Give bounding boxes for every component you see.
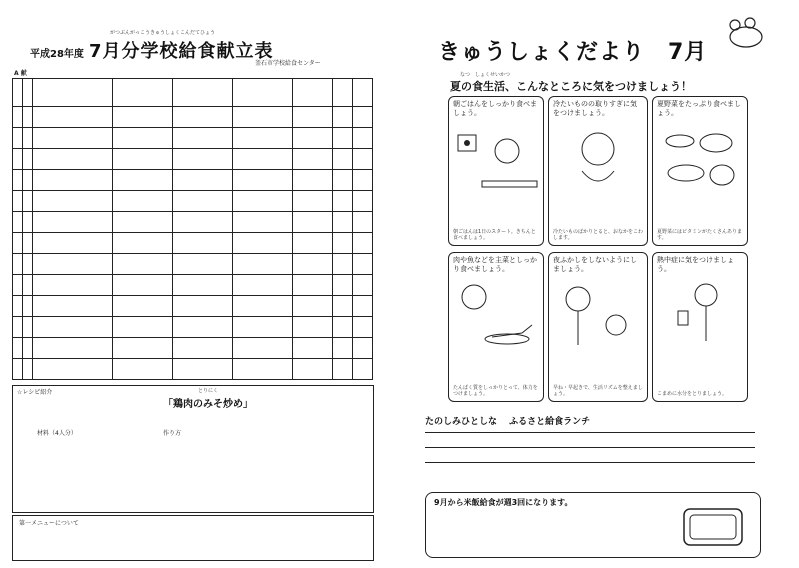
table-row: [13, 128, 373, 149]
recipe-box: [12, 385, 374, 513]
era-label: 平成: [30, 49, 50, 60]
rice-notice-box: [425, 492, 761, 558]
menu-title-block: [30, 30, 274, 63]
panel-heatstroke: [652, 252, 748, 402]
table-row: [13, 359, 373, 380]
table-row: [13, 170, 373, 191]
recipe-title-block: [163, 388, 253, 410]
panel-detail: 朝ごはんは1日のスタート。きちんと食べましょう。: [453, 229, 536, 241]
panel-caption: 夏野菜をたっぷり食べましょう。: [657, 100, 741, 117]
table-row: [13, 317, 373, 338]
year: 28: [50, 49, 64, 60]
recipe-section: ☆レシピ紹介: [17, 389, 53, 396]
panel-caption: 夜ふかしをしないようにしましょう。: [553, 256, 637, 273]
mouse-mascot-icon: [720, 15, 772, 51]
page-title: 7月分学校給食献立表: [89, 41, 274, 62]
drinking-child-icon: [656, 277, 746, 357]
panel-protein: [448, 252, 544, 402]
panel-detail: たんぱく質をしっかりとって、体力をつけましょう。: [453, 385, 538, 397]
newsletter-subtitle: 夏の食生活、こんなところに気をつけましょう！: [450, 80, 692, 93]
menu-header: A 献: [14, 70, 27, 77]
newsletter-title: きゅうしょくだより 7月: [438, 40, 708, 65]
panel-sleep: [548, 252, 648, 402]
panel-detail: 夏野菜にはビタミンがたくさんあります。: [657, 229, 743, 241]
notes-box: [12, 515, 374, 561]
recipe-ingredients-heading: 材料（4人分）: [37, 430, 77, 437]
table-row: [13, 149, 373, 170]
recipe-steps-heading: 作り方: [163, 430, 182, 437]
stomachache-child-icon: [552, 121, 646, 201]
breakfast-child-icon: [452, 121, 542, 201]
menu-table: [12, 78, 373, 380]
panel-caption: 冷たいものの取りすぎに気をつけましょう。: [553, 100, 637, 117]
title-ruby: がつぶんがっこうきゅうしょくこんだてひょう: [110, 30, 216, 36]
vegetables-icon: [656, 121, 746, 201]
notes-title: 第一メニューについて: [19, 520, 79, 527]
table-row: [13, 275, 373, 296]
year-suffix: 年度: [63, 49, 84, 60]
table-row: [13, 296, 373, 317]
panel-caption: 熱中症に気をつけましょう。: [657, 256, 734, 273]
panel-cold-food: [548, 96, 648, 246]
table-row: [13, 233, 373, 254]
lunch-title: ふるさと給食ランチ: [509, 417, 591, 427]
recipe-title: 「鶏肉のみそ炒め」: [163, 399, 253, 410]
table-row: [13, 338, 373, 359]
lunchbox-icon: [678, 503, 748, 551]
table-header-row: [13, 79, 373, 107]
panel-caption: 肉や魚などを主菜としっかり食べましょう。: [453, 256, 537, 273]
panel-detail: 早ね・早起きで、生活リズムを整えましょう。: [553, 385, 643, 397]
recipe-ruby: とりにく: [197, 388, 218, 394]
table-row: [13, 254, 373, 275]
school-name: 釜石市学校給食センター: [255, 60, 321, 67]
bear-and-fish-icon: [452, 277, 542, 357]
panel-vegetables: [652, 96, 748, 246]
table-row: [13, 107, 373, 128]
lunch-heading: [425, 414, 590, 427]
panel-breakfast: [448, 96, 544, 246]
fan-and-child-icon: [552, 277, 646, 357]
table-row: [13, 191, 373, 212]
table-row: [13, 212, 373, 233]
panel-detail: こまめに水分をとりましょう。: [657, 391, 728, 397]
lunch-label: たのしみひとしな: [425, 417, 498, 427]
lunch-body: [425, 432, 755, 477]
panel-detail: 冷たいものばかりとると、おなかをこわします。: [553, 229, 644, 241]
subtitle-ruby: なつ しょくせいかつ: [460, 72, 511, 78]
panel-caption: 朝ごはんをしっかり食べましょう。: [453, 100, 537, 117]
rice-notice-title: 9月から米飯給食が週3回になります。: [434, 498, 573, 507]
